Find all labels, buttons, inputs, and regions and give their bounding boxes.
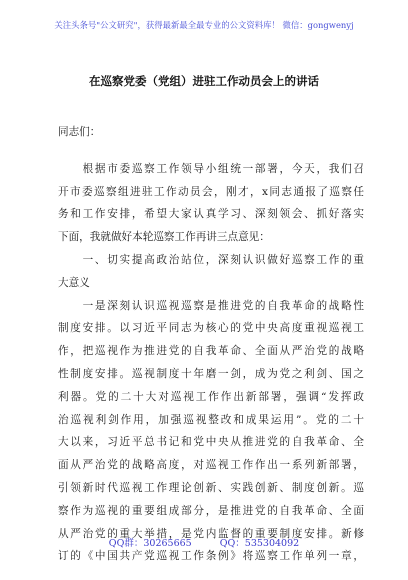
text-line: 作，把巡视作为推进党的自我革命、全面从严治党的战略 <box>58 345 364 358</box>
text-line: 务和工作安排，希望大家认真学习、深刻领会、抓好落实 <box>58 208 364 221</box>
text-line: 大意义 <box>58 276 90 289</box>
document-title: 在巡察党委（党组）进驻工作动员会上的讲话 <box>89 74 319 88</box>
text-line: 同志们： <box>58 126 101 138</box>
text-line: 性制度安排。巡视制度十年磨一剑，成为党之利剑、国之 <box>58 367 364 380</box>
qq-group-number: QQ群：30265665 <box>108 538 192 549</box>
text-line: 根据市委巡察工作领导小组统一部署，今天，我们召 <box>58 162 364 175</box>
text-line: 面从严治党的战略高度，对巡视工作作出一系列新部署， <box>58 459 364 472</box>
blank-line <box>58 144 364 158</box>
text-line: 利器。党的二十大对巡视工作作出新部署，强调“发挥政 <box>58 390 364 403</box>
text-line: 察作为巡视的重要组成部分，是推进党的自我革命、全面 <box>58 504 364 517</box>
text-line: 从严治党的重大举措，是党内监督的重要制度安排。新修 <box>58 527 364 540</box>
text-line: 一、切实提高政治站位，深刻认识做好巡察工作的重 <box>58 253 364 266</box>
text-line: 一是深刻认识巡视巡察是推进党的自我革命的战略性 <box>58 299 364 312</box>
text-line: 制度安排。以习近平同志为核心的党中央高度重视巡视工 <box>58 322 364 335</box>
qq-number: QQ：535304092 <box>219 538 300 549</box>
text-line: 开市委巡察组进驻工作动员会，刚才，x同志通报了巡察任 <box>58 185 364 198</box>
document-body <box>58 121 364 568</box>
text-line: 引领新时代巡视工作理论创新、实践创新、制度创新。巡 <box>58 481 364 494</box>
text-line: 治巡视利剑作用，加强巡视整改和成果运用”。党的二十 <box>58 413 364 426</box>
text-line: 大以来，习近平总书记和党中央从推进党的自我革命、全 <box>58 436 364 449</box>
text-line: 订的《中国共产党巡视工作条例》将巡察工作单列一章， <box>58 550 364 563</box>
header-banner: 关注头条号"公文研究"，获得最新最全最专业的公文资料库！ 微信：gongwenyj <box>54 20 354 30</box>
footer-contacts <box>0 535 408 549</box>
text-line: 下面，我就做好本轮巡察工作再讲三点意见： <box>58 231 270 244</box>
